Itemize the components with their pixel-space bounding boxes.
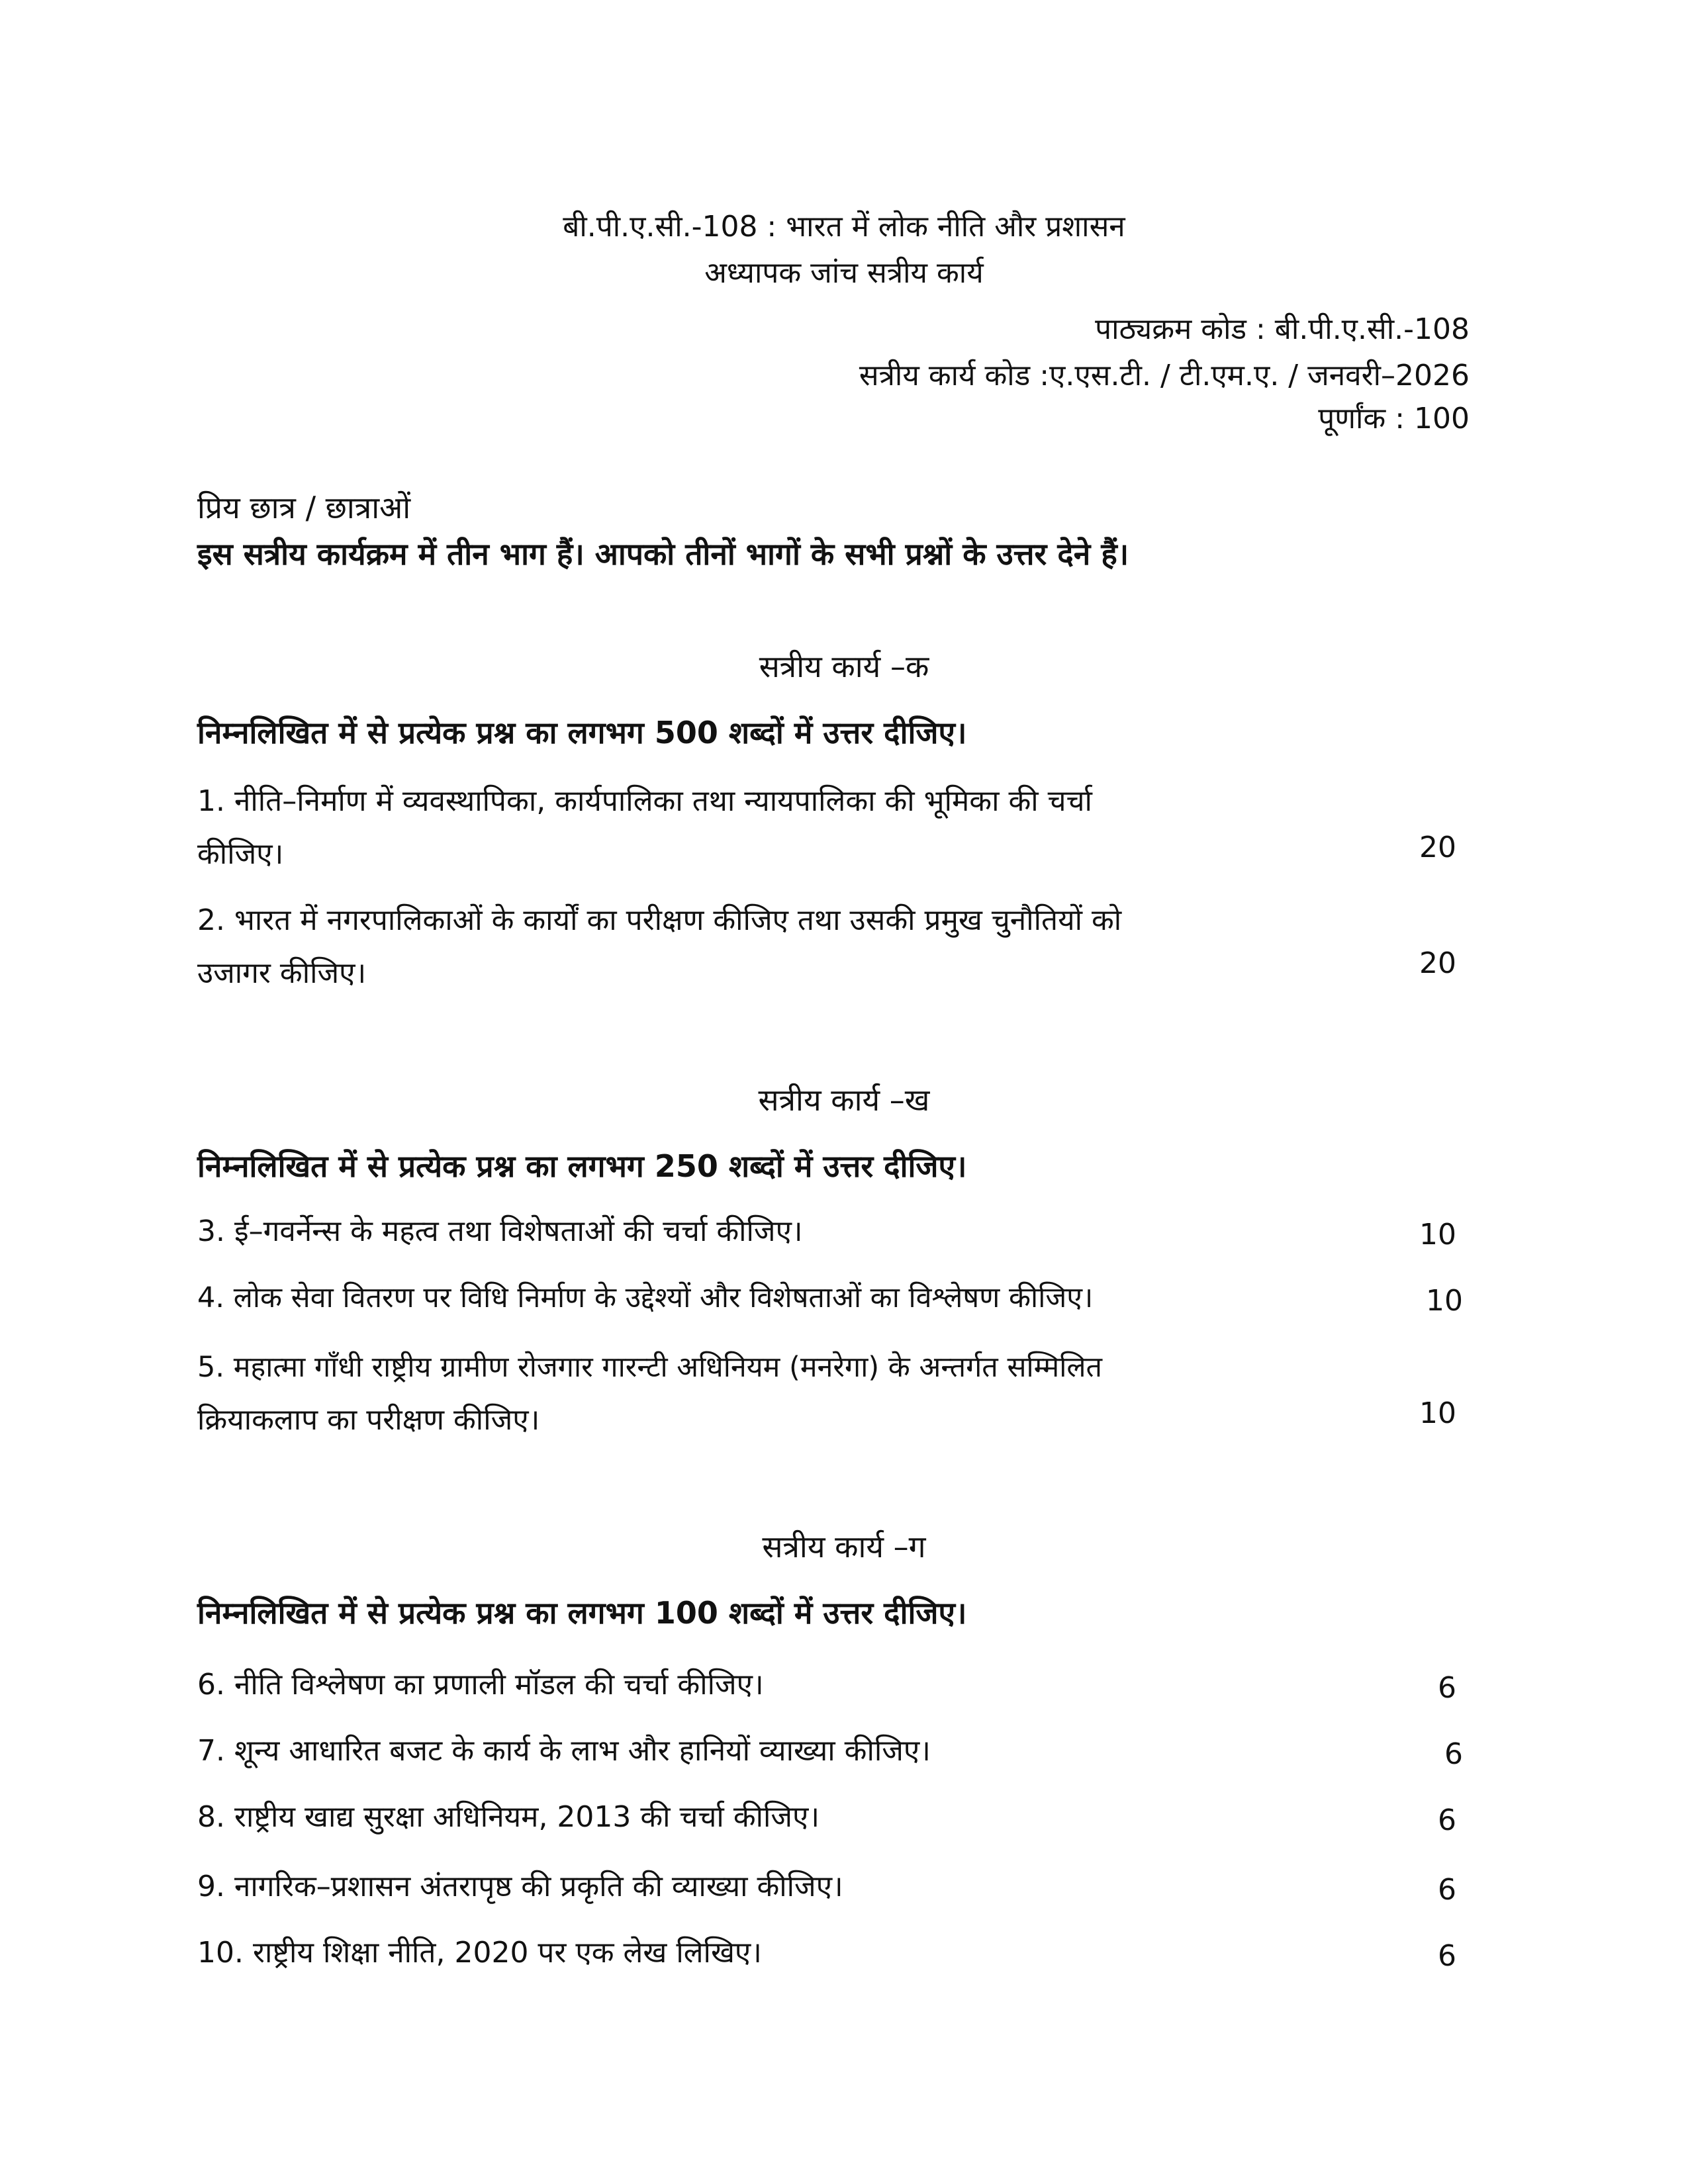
section-b-heading: सत्रीय कार्य –ख — [758, 1082, 930, 1118]
section-a-heading: सत्रीय कार्य –क — [759, 649, 929, 684]
document-subtitle: अध्यापक जांच सत्रीय कार्य — [704, 256, 984, 290]
question-2 — [197, 890, 1468, 1004]
question-1-line1: 1. नीति–निर्माण में व्यवस्थापिका, कार्यपालिका तथा न्यायपालिका की भूमिका की चर्चा — [197, 784, 1092, 818]
section-a-instruction: निम्नलिखित में से प्रत्येक प्रश्न का लगभग 500 शब्दों में उत्तर दीजिए। — [197, 715, 967, 751]
question-4 — [197, 1267, 1442, 1328]
document-title: बी.पी.ए.सी.-108 : भारत में लोक नीति और प्रशासन — [563, 210, 1125, 244]
general-instruction: इस सत्रीय कार्यक्रम में तीन भाग हैं। आपको तीनों भागों के सभी प्रश्नों के उत्तर देने हैं। — [197, 536, 1129, 572]
question-5 — [197, 1337, 1468, 1451]
course-code: पाठ्यक्रम कोड : बी.पी.ए.सी.-108 — [1095, 312, 1470, 346]
question-4-line1: 4. लोक सेवा वितरण पर विधि निर्माण के उद्देश्यों और विशेषताओं का विश्लेषण कीजिए। — [197, 1281, 1094, 1314]
question-6-line1: 6. नीति विश्लेषण का प्रणाली मॉडल की चर्चा कीजिए। — [197, 1668, 764, 1702]
question-5-line2: क्रियाकलाप का परीक्षण कीजिए। — [197, 1403, 540, 1437]
question-10 — [197, 1923, 1468, 1983]
question-8 — [197, 1787, 1468, 1848]
question-9-marks: 6 — [1438, 1873, 1456, 1907]
question-5-marks: 10 — [1419, 1396, 1456, 1430]
question-2-marks: 20 — [1419, 946, 1456, 980]
question-7 — [197, 1721, 1468, 1782]
question-4-marks: 10 — [1426, 1284, 1463, 1318]
question-8-marks: 6 — [1438, 1803, 1456, 1837]
question-5-line1: 5. महात्मा गाँधी राष्ट्रीय ग्रामीण रोजगार गारन्टी अधिनियम (मनरेगा) के अन्तर्गत सम्मिलित — [197, 1351, 1103, 1384]
question-6 — [197, 1655, 1468, 1715]
question-3-line1: 3. ई–गवर्नेन्स के महत्व तथा विशेषताओं की चर्चा कीजिए। — [197, 1214, 803, 1248]
question-2-line1: 2. भारत में नगरपालिकाओं के कार्यों का परीक्षण कीजिए तथा उसकी प्रमुख चुनौतियों को — [197, 903, 1122, 937]
question-3-marks: 10 — [1419, 1218, 1456, 1251]
question-1 — [197, 771, 1468, 885]
section-b-instruction: निम्नलिखित में से प्रत्येक प्रश्न का लगभग 250 शब्दों में उत्तर दीजिए। — [197, 1148, 967, 1184]
section-c-heading: सत्रीय कार्य –ग — [762, 1529, 926, 1565]
question-7-line1: 7. शून्य आधारित बजट के कार्य के लाभ और हानियों व्याख्या कीजिए। — [197, 1734, 931, 1768]
section-c-instruction: निम्नलिखित में से प्रत्येक प्रश्न का लगभग 100 शब्दों में उत्तर दीजिए। — [197, 1595, 967, 1631]
question-9-line1: 9. नागरिक–प्रशासन अंतरापृष्ठ की प्रकृति की व्याख्या कीजिए। — [197, 1870, 843, 1903]
question-1-line2: कीजिए। — [197, 837, 284, 871]
question-1-marks: 20 — [1419, 831, 1456, 864]
question-8-line1: 8. राष्ट्रीय खाद्य सुरक्षा अधिनियम, 2013 की चर्चा कीजिए। — [197, 1800, 820, 1834]
salutation: प्रिय छात्र / छात्राओं — [197, 490, 411, 525]
question-10-marks: 6 — [1438, 1939, 1456, 1973]
question-9 — [197, 1856, 1468, 1917]
question-3 — [197, 1201, 1468, 1262]
question-2-line2: उजागर कीजिए। — [197, 956, 367, 990]
max-marks: पूर्णांक : 100 — [1318, 402, 1470, 435]
assignment-code: सत्रीय कार्य कोड :ए.एस.टी. / टी.एम.ए. / जनवरी–2026 — [859, 359, 1470, 392]
question-7-marks: 6 — [1444, 1737, 1463, 1771]
question-10-line1: 10. राष्ट्रीय शिक्षा नीति, 2020 पर एक लेख लिखिए। — [197, 1936, 762, 1970]
question-6-marks: 6 — [1438, 1671, 1456, 1705]
